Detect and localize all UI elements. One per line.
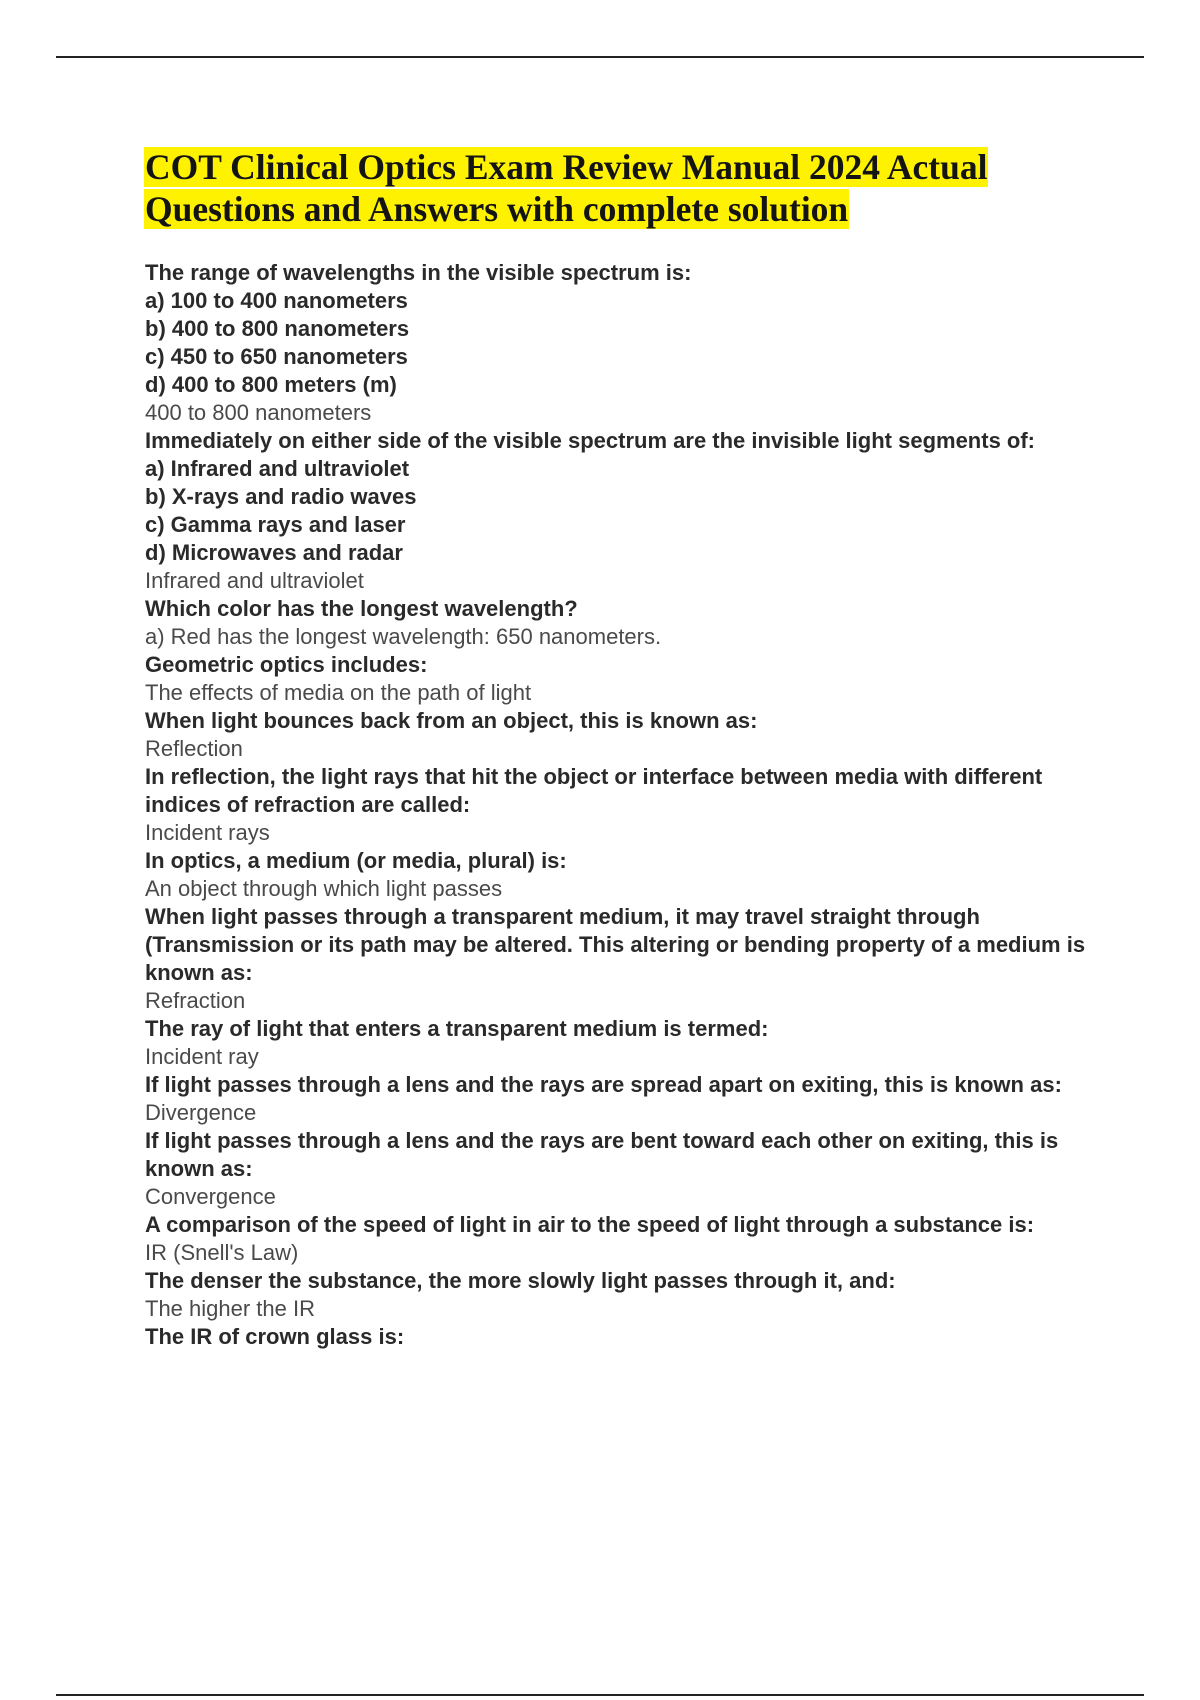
qa-item [145,903,1095,1015]
answer-text: Reflection [145,736,243,761]
question-text: Geometric optics includes: [145,652,428,677]
answer-text: An object through which light passes [145,876,503,901]
question-text: The ray of light that enters a transparent medium is termed: [145,1016,769,1041]
answer-option: c) Gamma rays and laser [145,512,406,537]
question-text: When light bounces back from an object, this is known as: [145,708,758,733]
footer-rule [56,1694,1144,1696]
answer-text: Refraction [145,988,246,1013]
qa-item [145,595,1095,651]
question-text: Which color has the longest wavelength? [145,596,578,621]
qa-item [145,1323,1095,1351]
answer-option: b) X-rays and radio waves [145,484,417,509]
answer-option: a) Infrared and ultraviolet [145,456,410,481]
answer-text: Incident ray [145,1044,259,1069]
answer-option: b) 400 to 800 nanometers [145,316,410,341]
question-text: The IR of crown glass is: [145,1324,405,1349]
header-rule [56,56,1144,58]
question-text: The denser the substance, the more slowly light passes through it, and: [145,1268,896,1293]
answer-text: The higher the IR [145,1296,315,1321]
answer-text: 400 to 800 nanometers [145,400,372,425]
question-text: When light passes through a transparent medium, it may travel straight through (Transmission or its path may be altered. This altering or bending property of a medium is known as: [145,904,1086,985]
answer-text: Divergence [145,1100,257,1125]
answer-text: Convergence [145,1184,276,1209]
question-text: If light passes through a lens and the rays are spread apart on exiting, this is known as: [145,1072,1062,1097]
answer-text: IR (Snell's Law) [145,1240,299,1265]
document-title [144,146,1084,230]
qa-item [145,1015,1095,1071]
qa-item [145,1211,1095,1267]
answer-text: Infrared and ultraviolet [145,568,364,593]
qa-item [145,259,1095,427]
qa-item [145,1267,1095,1323]
qa-item [145,707,1095,763]
question-text: Immediately on either side of the visible spectrum are the invisible light segments of: [145,428,1036,453]
qa-item [145,1071,1095,1127]
question-text: The range of wavelengths in the visible spectrum is: [145,260,692,285]
qa-item [145,427,1095,595]
answer-text: Incident rays [145,820,270,845]
answer-option: c) 450 to 650 nanometers [145,344,408,369]
answer-option: d) 400 to 800 meters (m) [145,372,397,397]
title-line-2: Questions and Answers with complete solution [145,189,849,229]
answer-option: a) 100 to 400 nanometers [145,288,408,313]
qa-item [145,651,1095,707]
answer-option: d) Microwaves and radar [145,540,403,565]
qa-list [145,259,1095,1351]
question-text: If light passes through a lens and the rays are bent toward each other on exiting, this is known as: [145,1128,1059,1181]
question-text: A comparison of the speed of light in air to the speed of light through a substance is: [145,1212,1035,1237]
qa-item [145,847,1095,903]
title-line-1: COT Clinical Optics Exam Review Manual 2024 Actual [145,147,988,187]
qa-item [145,1127,1095,1211]
qa-item [145,763,1095,847]
question-text: In reflection, the light rays that hit the object or interface between media with different indices of refraction are called: [145,764,1043,817]
question-text: In optics, a medium (or media, plural) is: [145,848,567,873]
answer-text: The effects of media on the path of light [145,680,532,705]
answer-text: a) Red has the longest wavelength: 650 nanometers. [145,624,662,649]
